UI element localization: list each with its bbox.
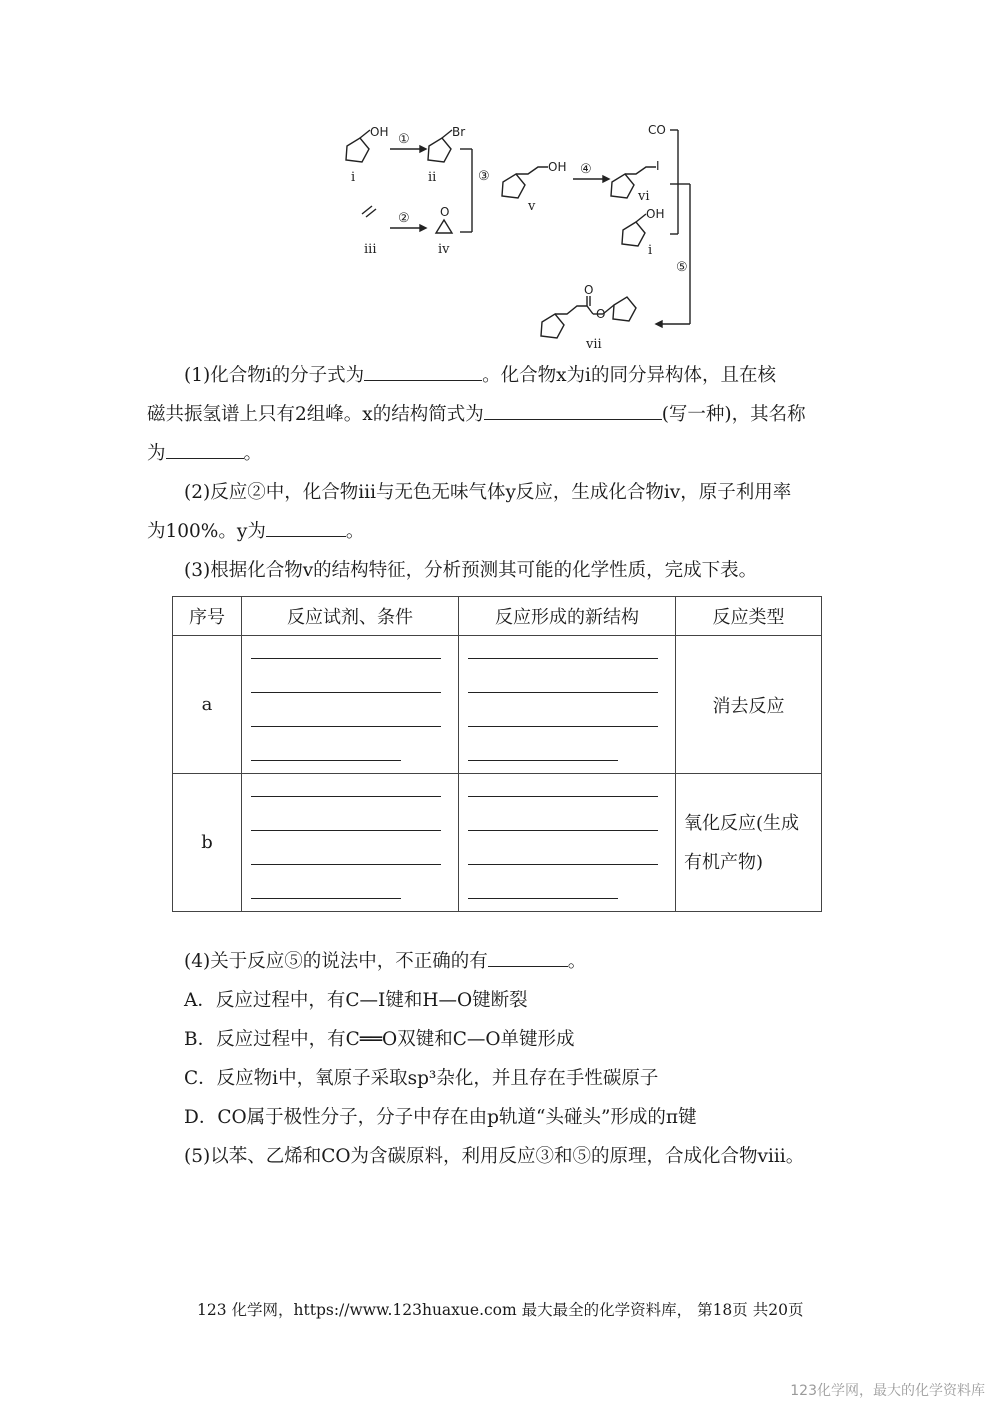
iodo-label: I	[656, 159, 660, 173]
step-3-label: ③	[478, 169, 490, 184]
co-label: CO	[648, 123, 666, 137]
q3-row-a-type-text: 消去反应	[712, 695, 785, 717]
br-label: Br	[452, 125, 466, 139]
q3-intro-text: (3)根据化合物ⅴ的结构特征，分析预测其可能的化学性质，完成下表。	[184, 560, 758, 581]
oh-label-v: OH	[548, 160, 567, 174]
label-iv: iv	[438, 242, 450, 257]
q1-text-6: 。	[243, 443, 263, 464]
step-4-label: ④	[580, 162, 592, 177]
q3-row-a-type	[676, 636, 822, 774]
q3-row-a	[173, 636, 822, 774]
o-label-ester: O	[596, 307, 606, 321]
q3-table	[172, 596, 822, 912]
q3-row-b-structure[interactable]	[459, 774, 676, 912]
q4-option-b: B．反应过程中，有C══O双键和C—O单键形成	[184, 1029, 575, 1050]
question-1	[147, 356, 847, 395]
question-1-cont2	[147, 434, 847, 473]
step-5-label: ⑤	[676, 260, 688, 275]
q3-header-index: 序号	[173, 597, 242, 636]
label-vii: vii	[586, 337, 602, 352]
question-1-cont	[147, 395, 847, 434]
q3-row-b-type-line1: 氧化反应(生成	[684, 812, 800, 834]
o-label-iv: O	[440, 205, 450, 219]
cyclopentane-ring-vii-right	[613, 297, 636, 321]
q1-text-1: (1)化合物ⅰ的分子式为	[184, 365, 365, 386]
question-5	[147, 1137, 847, 1176]
q3-row-b-type-line2: 有机产物)	[684, 851, 764, 873]
step-2-label: ②	[398, 211, 410, 226]
page-footer: 123 化学网，https://www.123huaxue.com 最大最全的化学资料库， 第18页 共20页	[197, 1301, 804, 1319]
q4-option-d: D．CO属于极性分子，分子中存在由p轨道“头碰头”形成的π键	[184, 1107, 697, 1128]
q1-blank-structure[interactable]	[484, 397, 662, 420]
cyclopentane-ring-vi	[611, 174, 634, 198]
q1-blank-formula[interactable]	[364, 358, 482, 381]
q1-blank-name[interactable]	[166, 436, 244, 459]
label-i: i	[351, 170, 356, 185]
q3-row-b-reagent[interactable]	[242, 774, 459, 912]
q2-text-3: 。	[345, 521, 365, 542]
site-watermark: 123化学网，最大的化学资料库	[790, 1383, 985, 1399]
question-4-stem	[147, 942, 847, 981]
label-v: v	[528, 199, 536, 214]
cyclopentane-ring-ii	[428, 138, 451, 162]
q1-text-3: 磁共振氢谱上只有2组峰。x的结构简式为	[147, 404, 484, 425]
oh-label-i-second: OH	[646, 207, 665, 221]
label-vi: vi	[638, 189, 650, 204]
q3-row-a-structure[interactable]	[459, 636, 676, 774]
cyclopentane-ring-i-second	[622, 222, 645, 246]
q2-text-2: 为100%。y为	[147, 521, 266, 542]
step-1-label: ①	[398, 132, 410, 147]
q1-text-4: (写一种)，其名称	[661, 404, 806, 425]
q4-stem-text: (4)关于反应⑤的说法中，不正确的有	[184, 951, 488, 972]
q4-option-c: C．反应物ⅰ中，氧原子采取sp³杂化，并且存在手性碳原子	[184, 1068, 659, 1089]
question-2-cont	[147, 512, 847, 551]
question-2	[147, 473, 847, 512]
epoxide-ring-iv	[436, 220, 452, 233]
q5-text: (5)以苯、乙烯和CO为含碳原料，利用反应③和⑤的原理，合成化合物ⅷ。	[184, 1146, 805, 1167]
question-3-intro	[147, 551, 847, 590]
q3-header-type: 反应类型	[676, 597, 822, 636]
q4-option-a: A．反应过程中，有C—I键和H—O键断裂	[184, 990, 528, 1011]
q3-row-a-reagent[interactable]	[242, 636, 459, 774]
cyclopentane-ring-v	[502, 174, 525, 198]
label-i-second: i	[648, 243, 653, 258]
label-ii: ii	[428, 170, 437, 185]
q3-row-b	[173, 774, 822, 912]
q4-stem-end: 。	[567, 951, 587, 972]
cyclopentane-ring-vii-left	[541, 314, 564, 338]
label-iii: iii	[364, 242, 377, 257]
q3-header-structure: 反应形成的新结构	[459, 597, 676, 636]
reaction-scheme	[318, 112, 718, 352]
q1-text-2: 。化合物x为ⅰ的同分异构体，且在核	[482, 365, 776, 386]
oh-label-i: OH	[370, 125, 389, 139]
q2-text-1: (2)反应②中，化合物ⅲ与无色无味气体y反应，生成化合物ⅳ，原子利用率	[184, 482, 792, 503]
q3-row-a-id: a	[173, 636, 242, 774]
q2-blank-y[interactable]	[266, 514, 346, 537]
q3-row-b-id: b	[173, 774, 242, 912]
q4-blank[interactable]	[488, 944, 568, 967]
cyclopentane-ring-i	[346, 138, 369, 162]
q3-header-reagent: 反应试剂、条件	[242, 597, 459, 636]
q3-row-b-type	[676, 774, 822, 912]
q3-table-header	[173, 597, 822, 636]
o-label-carbonyl: O	[584, 283, 594, 297]
q1-text-5: 为	[147, 443, 166, 464]
